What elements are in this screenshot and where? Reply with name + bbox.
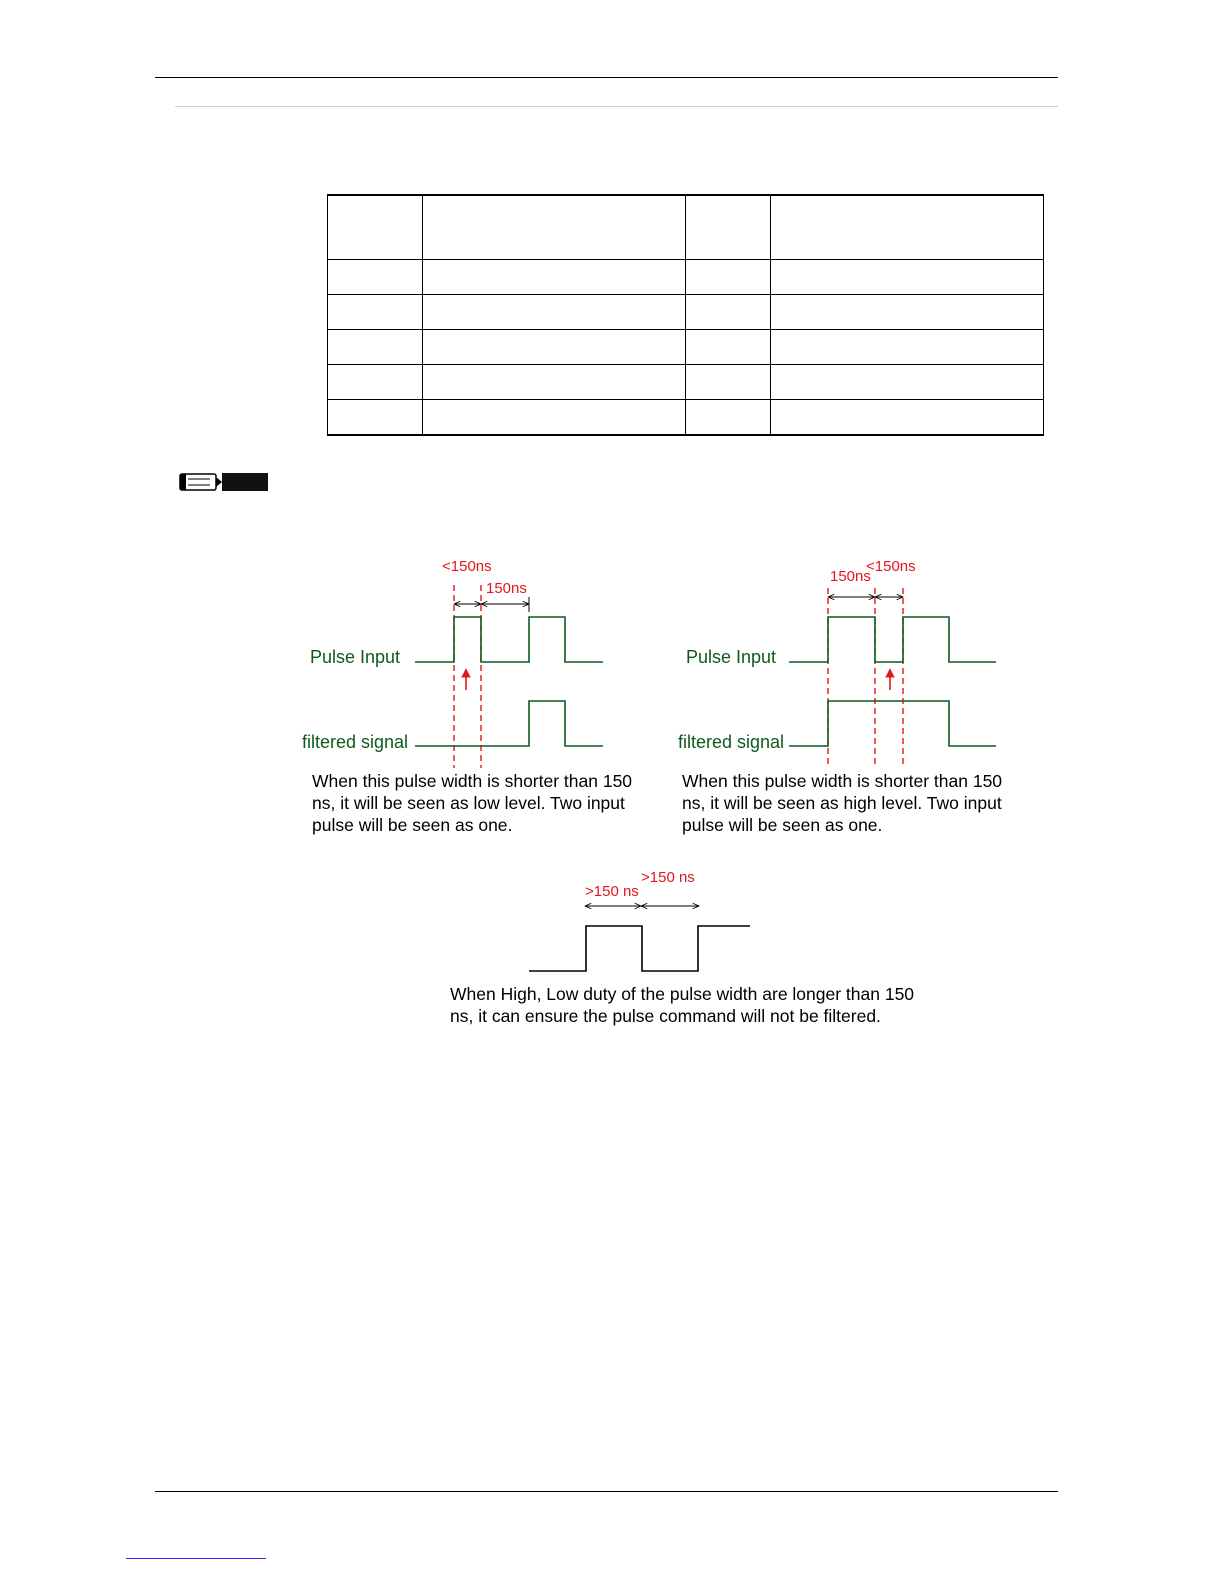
right-width-label-short: <150ns (866, 558, 916, 575)
footer-link-underline[interactable] (126, 1558, 266, 1559)
left-caption-line-1: When this pulse width is shorter than 150 (312, 771, 633, 791)
right-pulse-input-waveform (789, 617, 996, 662)
left-caption-line-2: ns, it will be seen as low level. Two input (312, 793, 625, 813)
right-filtered-waveform (789, 701, 996, 746)
right-caption-line-2: ns, it will be seen as high level. Two input (682, 793, 1002, 813)
bottom-width-label-high: >150 ns (585, 883, 639, 900)
bottom-width-label-low: >150 ns (641, 869, 695, 886)
left-pulse-input-label: Pulse Input (310, 647, 401, 667)
right-pulse-input-label: Pulse Input (686, 647, 777, 667)
right-caption-line-1: When this pulse width is shorter than 150 (682, 771, 1003, 791)
left-caption-line-3: pulse will be seen as one. (312, 815, 513, 835)
bottom-caption-line-2: ns, it can ensure the pulse command will not be filtered. (450, 1006, 881, 1026)
footer-rule (155, 1491, 1058, 1492)
left-filtered-waveform (415, 701, 603, 746)
right-width-label-normal: 150ns (830, 568, 871, 585)
right-caption-line-3: pulse will be seen as one. (682, 815, 883, 835)
left-timing-diagram (302, 558, 632, 835)
left-filtered-signal-label: filtered signal (302, 732, 409, 752)
left-width-label-normal: 150ns (486, 580, 527, 597)
right-timing-diagram (678, 558, 1002, 835)
bottom-timing-diagram (450, 869, 914, 1026)
left-pulse-input-waveform (415, 617, 603, 662)
right-filtered-signal-label: filtered signal (678, 732, 785, 752)
bottom-pulse-waveform (529, 926, 750, 971)
bottom-caption-line-1: When High, Low duty of the pulse width are longer than 150 (450, 984, 915, 1004)
left-width-label-short: <150ns (442, 558, 492, 575)
